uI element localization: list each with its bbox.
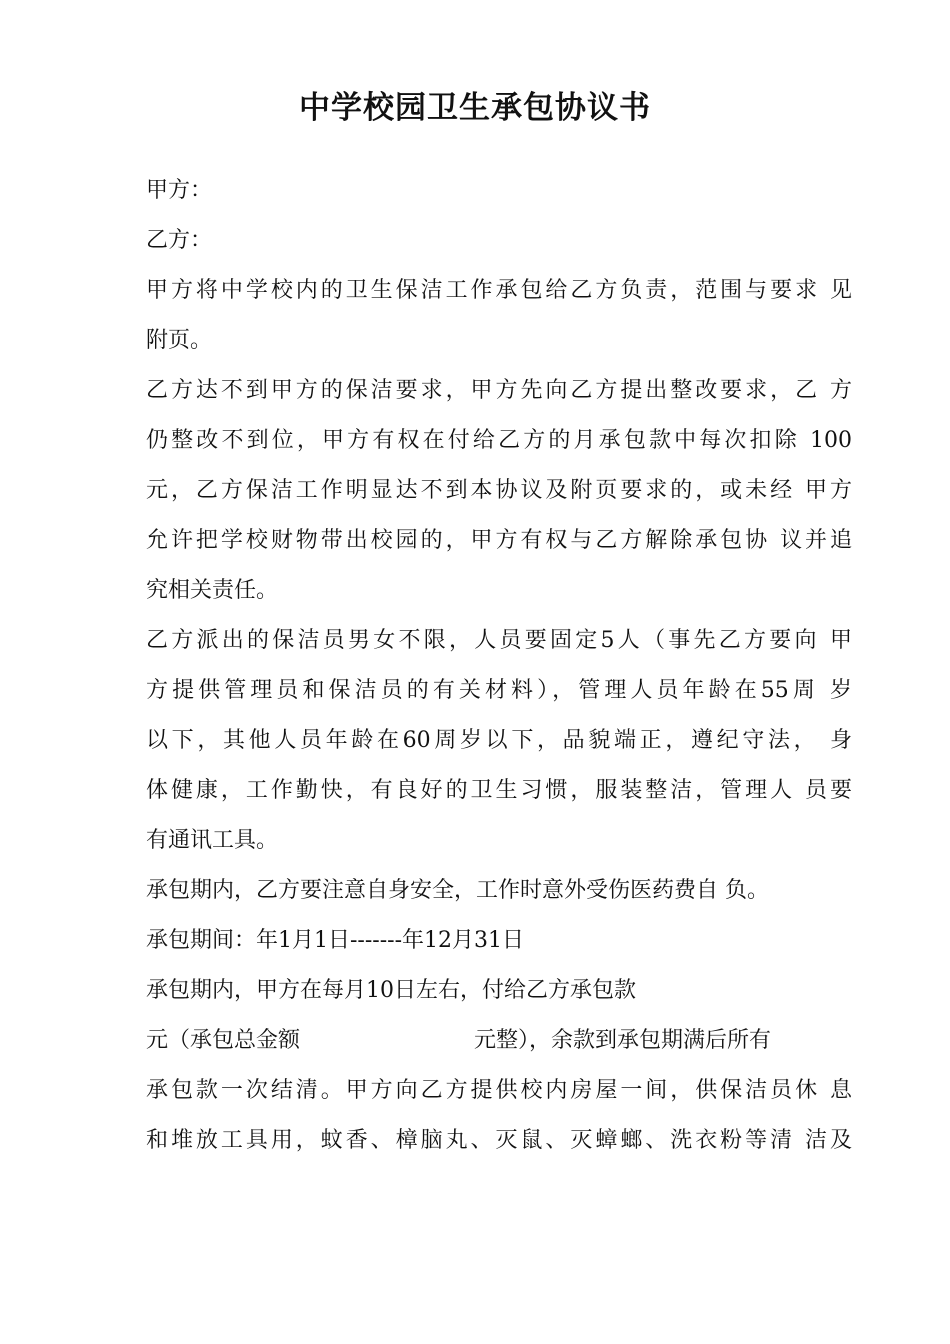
clause-staff-line-3: 以下，其他人员年龄在60周岁以下，品貌端正，遵纪守法， 身: [146, 728, 852, 753]
clause-penalty-line-5: 究相关责任。: [146, 578, 279, 603]
clause-facilities-line: 和堆放工具用，蚊香、樟脑丸、灭鼠、灭蟑螂、洗衣粉等清 洁及: [146, 1128, 852, 1153]
clause-safety-line: 承包期内，乙方要注意自身安全，工作时意外受伤医药费自 负。: [146, 878, 769, 903]
payment-remainder-text: 元整），余款到承包期满后所有: [474, 1028, 772, 1053]
clause-penalty-line-2: 仍整改不到位，甲方有权在付给乙方的月承包款中每次扣除 100: [146, 428, 852, 453]
clause-scope-line-1: 甲方将中学校内的卫生保洁工作承包给乙方负责，范围与要求 见: [146, 278, 852, 303]
document-title: 中学校园卫生承包协议书: [299, 90, 651, 126]
clause-payment-line-1: 承包期内，甲方在每月10日左右，付给乙方承包款: [146, 978, 636, 1003]
clause-staff-line-1: 乙方派出的保洁员男女不限，人员要固定5人（事先乙方要向 甲: [146, 628, 852, 653]
clause-penalty-line-1: 乙方达不到甲方的保洁要求，甲方先向乙方提出整改要求，乙 方: [146, 378, 852, 403]
clause-scope-line-2: 附页。: [146, 328, 213, 353]
clause-penalty-line-3: 元，乙方保洁工作明显达不到本协议及附页要求的，或未经 甲方: [146, 478, 852, 503]
clause-penalty-line-4: 允许把学校财物带出校园的，甲方有权与乙方解除承包协 议并追: [146, 528, 852, 553]
clause-staff-line-4: 体健康，工作勤快，有良好的卫生习惯，服装整洁，管理人 员要: [146, 778, 852, 803]
clause-term-line: 承包期间：年1月1日-------年12月31日: [146, 928, 525, 953]
clause-staff-line-5: 有通讯工具。: [146, 828, 279, 853]
clause-staff-line-2: 方提供管理员和保洁员的有关材料），管理人员年龄在55周 岁: [146, 678, 852, 703]
party-b-line: 乙方：: [146, 228, 213, 253]
payment-total-label: 元（承包总金额: [146, 1028, 301, 1053]
party-a-line: 甲方：: [146, 178, 213, 203]
clause-payment-line-3: 承包款一次结清。甲方向乙方提供校内房屋一间，供保洁员休 息: [146, 1078, 852, 1103]
clause-payment-line-2: [146, 1016, 772, 1066]
